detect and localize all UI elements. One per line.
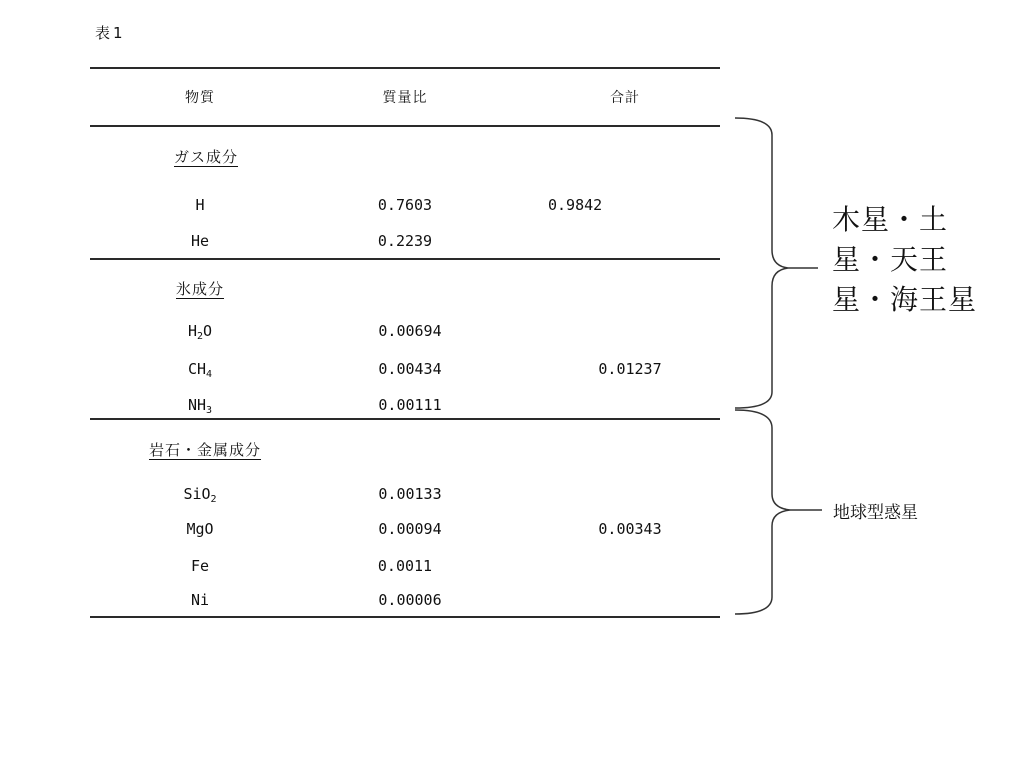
table-caption: 表1 <box>95 24 126 42</box>
total-rock-metal: 0.00343 <box>598 520 662 538</box>
total-gas: 0.9842 <box>548 196 603 214</box>
label-gas-ice-planets: 木星・土星・天王星・海王星 <box>832 203 978 316</box>
ratio-h: 0.7603 <box>377 196 433 214</box>
header-mass-ratio: 質量比 <box>382 90 428 106</box>
substance-fe: Fe <box>190 557 210 575</box>
ratio-ni: 0.00006 <box>378 591 442 609</box>
substance-ni: Ni <box>190 591 210 609</box>
ratio-fe: 0.0011 <box>377 557 433 575</box>
label-terrestrial-planets: 地球型惑星 <box>833 503 918 523</box>
substance-ch4: $CH_4$ <box>187 360 213 380</box>
upper-brace <box>735 118 788 408</box>
ratio-mgo: 0.00094 <box>378 520 442 538</box>
section-title-gas: ガス成分 <box>173 148 239 166</box>
substance-h: H <box>195 196 205 214</box>
ratio-h2o: 0.00694 <box>378 322 442 340</box>
section-title-ice: 氷成分 <box>175 280 225 298</box>
substance-sio2: SiO$_2$ <box>183 485 217 505</box>
ratio-he: 0.2239 <box>377 232 433 250</box>
header-substance: 物質 <box>185 90 215 106</box>
section-title-rock-metal: 岩石・金属成分 <box>148 441 262 459</box>
ratio-sio2: 0.00133 <box>378 485 442 503</box>
header-total: 合計 <box>610 90 640 106</box>
substance-he: He <box>190 232 210 250</box>
substance-h2o: $H_2O$ <box>187 322 213 342</box>
lower-brace <box>735 410 790 614</box>
ratio-ch4: 0.00434 <box>378 360 442 378</box>
substance-nh3: $NH_3$ <box>187 396 213 416</box>
ratio-nh3: 0.00111 <box>378 396 442 414</box>
substance-mgo: MgO <box>186 520 214 538</box>
total-ice: 0.01237 <box>598 360 662 378</box>
